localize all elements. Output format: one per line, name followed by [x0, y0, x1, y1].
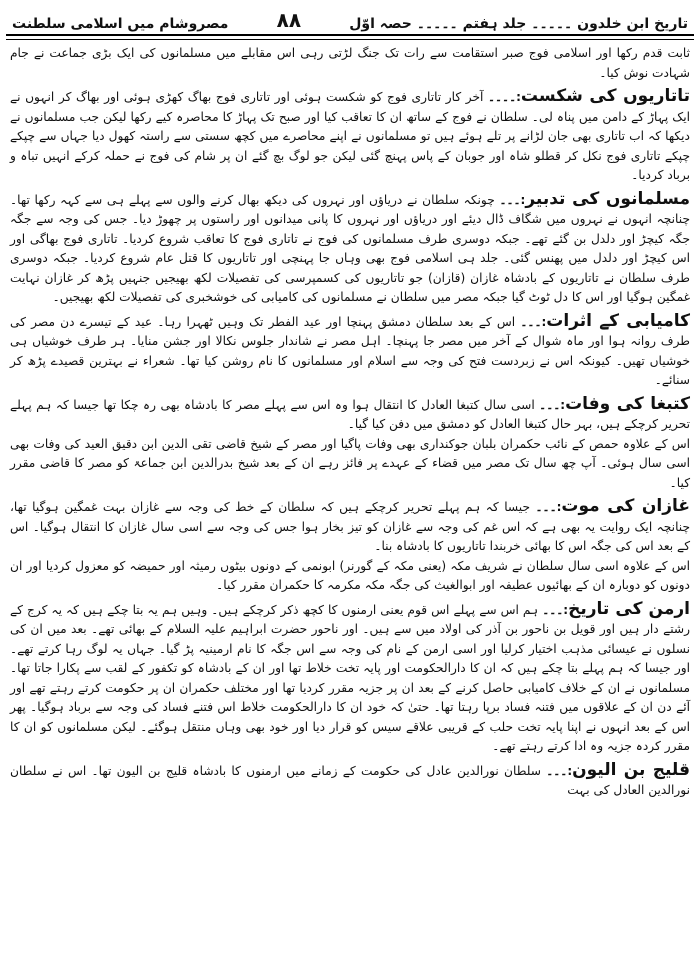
header-divider: [6, 34, 694, 36]
section-ghazan-death: [10, 497, 690, 596]
section-text: اسی سال کتبغا العادل کا انتقال ہوا وہ اس سے پہلے مصر کا بادشاہ بھی رہ چکا تھا جیسا کہ ہم پہلے تحریر کرچکے ہیں، بہر حال کتبغا العادل کو دمشق میں دفن کیا گیا۔: [10, 397, 690, 431]
paragraph: کتبغا کی وفات:۔۔۔ اسی سال کتبغا العادل کا انتقال ہوا وہ اس سے پہلے مصر کا بادشاہ بھی رہ چکا تھا جیسا کہ ہم پہلے تحریر کرچکے ہیں، بہر حال کتبغا العادل کو دمشق میں دفن کیا گیا۔: [10, 393, 691, 431]
paragraph: ثابت قدم رکھا اور اسلامی فوج صبر استقامت سے رات تک جنگ لڑتی رہی اس مقابلے میں مسلمانوں کی ایک بڑی جماعت نے جام شہادت نوش کیا۔: [10, 46, 690, 80]
paragraph: اس کے علاوہ حمص کے نائب حکمران بلبان جوکنداری بھی وفات پاگیا اور مصر کے شیخ قاضی تقی الدین ابن دقیق العید کی وفات بھی اسی سال ہوئی۔ آپ چھ سال تک مصر میں قضاء کے عہدے پر فائز رہے ان کے بعد شیخ بدرالدین ابن جماعۃ کو مصر کا قاضی مقرر کیا۔: [10, 436, 690, 490]
paragraph: کامیابی کے اثرات:۔۔۔ اس کے بعد سلطان دمشق پہنچا اور عید الفطر تک وہیں ٹھہرا رہا۔ عید کے تیسرے دن مصر کی طرف روانہ ہوا اور ماہ شوال کے آخر میں مصر جا پہنچا۔ اہل مصر نے شاندار جلوس نکالا اور جشن منایا۔ ہر طرف خوشیاں ہی خوشیاں تھیں۔ کیونکہ اس نے زبردست فتح کی وجہ سے اسلام اور مسلمانوں کا نام روشن کیا تھا۔ شعراء نے بہترین قصیدے پڑھ کر سنائے۔: [10, 310, 690, 387]
section-armenian-history: [10, 600, 690, 757]
section-text: سلطان نورالدین عادل کی حکومت کے زمانے میں ارمنوں کا بادشاہ قلیج بن الیون تھا۔ اس نے سلطان نورالدین العادل کی بہت: [10, 763, 690, 797]
section-heading: کتبغا کی وفات: [565, 393, 691, 414]
section-heading: ارمن کی تاریخ: [568, 598, 690, 619]
paragraph: قلیج بن الیون:۔۔۔ سلطان نورالدین عادل کی حکومت کے زمانے میں ارمنوں کا بادشاہ قلیج بن الیون تھا۔ اس نے سلطان نورالدین العادل کی بہت: [10, 759, 690, 797]
section-muslim-strategy: [10, 190, 690, 308]
section-heading: غازان کی موت: [561, 496, 691, 516]
page-header: [6, 6, 694, 32]
paragraph: مسلمانوں کی تدبیر:۔۔۔ چونکہ سلطان نے دریاؤں اور نہروں کی دیکھ بھال کرنے والوں سے پہلے ہی سے کہہ رکھا تھا۔ چنانچہ انہوں نے نہروں میں شگاف ڈال دیئے اور دریاؤں اور نہروں کا پانی میدانوں اور راستوں پر چھوڑ دیا۔ جس کی وجہ سے جگہ جگہ کیچڑ اور دلدل بن گئے تھے۔ جبکہ دوسری طرف مسلمانوں کی فوج نے تاتاری فوج کا تعاقب شروع کردیا۔ تاتاری فوج بھاگی اور اس کیچڑ اور دلدل میں پھنس گئی۔ جلد ہی اسلامی فوج بھی وہاں جا پہنچی اور تاتاریوں کا قتل عام شروع کردیا۔ جبکہ دوسری طرف سلطان نے تاتاریوں کے بادشاہ غازان (قازان) جو تاتاریوں کی کسمپرسی کی تفصیلات لکھ بھیجیں جنہیں پڑھ کر غازان نہایت غمگین ہوگیا اور اس کا دل ٹوٹ گیا جبکہ مصر میں سلطان نے مسلمانوں کی کامیابی کی خوشخبری کی تفصیلات لکھ بھیجیں۔: [10, 188, 691, 304]
intro-paragraph: [10, 44, 690, 83]
page-number: ۸۸: [276, 8, 302, 32]
section-heading: قلیج بن الیون: [572, 759, 690, 780]
book-info: تاریخ ابن خلدون ۔۔۔۔۔ جلد ہفتم ۔۔۔۔۔ حصہ اوّل: [349, 16, 688, 32]
header-divider-thin: [6, 39, 694, 40]
section-kitbugha-death: [10, 395, 690, 494]
section-text: ہم اس سے پہلے اس قوم یعنی ارمنوں کا کچھ ذکر کرچکے ہیں۔ وہیں ہم یہ بتا چکے ہیں کہ یہ کرج کے رشتے دار ہیں اور قویل بن ناحور بن آذر کی اولاد میں سے ہیں۔ اور ناحور حضرت ابراہیم علیہ السلام کے بھائی تھے۔ بعد میں ان کی نسلوں نے عیسائی مذہب اختیار کرلیا اور اسی ارمن کے نام کی وجہ سے اس جگہ کا نام ارمینیہ پڑ گیا۔ جہاں یہ لوگ رہا کرتے تھے۔ اور جیسا کہ ہم پہلے بتا چکے ہیں کہ ان کا دارالحکومت اور پایہ تخت خلاط تھا اور ان کے بادشاہ کو تکفور کے لقب سے پکارا جاتا تھا۔ مسلمانوں نے ان کے خلاف کامیابی حاصل کرنے کے بعد ان پر جزیہ مقرر کردیا تھا اور مختلف حکمران ان پر حکومت کرتے رہتے تھے اور آئے دن ان کے علاقوں میں فتنہ فساد برپا رہتا تھا۔ حتیٰ کہ خود ان کا دارالحکومت خلاط اس فتنے فساد کی وجہ سے برباد ہوگیا۔ پھر اس کے بعد انہوں نے اپنا پایہ تخت حلب کے قریبی علاقے سیس کو قرار دیا اور خود بھی وہاں منتقل ہوگئے۔ لیکن مسلمانوں کو ان کا مقرر کردہ جزیہ وہ ادا کرتے رہتے تھے۔: [10, 602, 690, 753]
content: [6, 44, 694, 801]
header-topic: مصروشام میں اسلامی سلطنت: [12, 16, 229, 32]
section-text: آخر کار تاتاری فوج کو شکست ہوئی اور تاتاری فوج بھاگ کھڑی ہوئی اور بھاگ کر انہوں نے ایک پہاڑ کے دامن میں پناہ لی۔ سلطان نے فوج کے ساتھ ان کا تعاقب کیا اور صبح تک پہاڑ کا محاصرہ کیے رکھا لیکن جب مسلمانوں نے دیکھا کہ اب تاتاری بھی جان لڑانے پر تلے ہوئے ہیں تو مسلمانوں نے اپنے محاصرے میں کچھ سستی سے راستہ کھول دیا جہاں سے چپکے چپکے تاتاری فوج نکل کر قطلو شاہ اور جوبان کے پاس پہنچ گئی لیکن جو لوگ بچ گئے ان پر شام کی فوج نے حملہ کرکے انہیں تباہ و برباد کردیا۔: [10, 90, 690, 182]
paragraph: ارمن کی تاریخ:۔۔۔ ہم اس سے پہلے اس قوم یعنی ارمنوں کا کچھ ذکر کرچکے ہیں۔ وہیں ہم یہ بتا چکے ہیں کہ یہ کرج کے رشتے دار ہیں اور قویل بن ناحور بن آذر کی اولاد میں سے ہیں۔ اور ناحور حضرت ابراہیم علیہ السلام کے بھائی تھے۔ بعد میں ان کی نسلوں نے عیسائی مذہب اختیار کرلیا اور اسی ارمن کے نام کی وجہ سے اس جگہ کا نام ارمینیہ پڑ گیا۔ جہاں یہ لوگ رہا کرتے تھے۔ اور جیسا کہ ہم پہلے بتا چکے ہیں کہ ان کا دارالحکومت اور پایہ تخت خلاط تھا اور ان کے بادشاہ کو تکفور کے لقب سے پکارا جاتا تھا۔ مسلمانوں نے ان کے خلاف کامیابی حاصل کرنے کے بعد ان پر جزیہ مقرر کردیا تھا اور مختلف حکمران ان پر حکومت کرتے رہتے تھے اور آئے دن ان کے علاقوں میں فتنہ فساد برپا رہتا تھا۔ حتیٰ کہ خود ان کا دارالحکومت خلاط اس فتنے فساد کی وجہ سے برباد ہوگیا۔ پھر اس کے بعد انہوں نے اپنا پایہ تخت حلب کے قریبی علاقے سیس کو قرار دیا اور خود بھی وہاں منتقل ہوگئے۔ لیکن مسلمانوں کو ان کا مقرر کردہ جزیہ وہ ادا کرتے رہتے تھے۔: [10, 598, 690, 753]
section-heading: مسلمانوں کی تدبیر: [525, 188, 691, 209]
section-text: جیسا کہ ہم پہلے تحریر کرچکے ہیں کہ سلطان کے خط کی وجہ سے غازان بہت غمگین ہوگیا تھا، چنانچہ ایک روایت یہ بھی ہے کہ اس غم کی وجہ سے غازان کو تیز بخار ہوا جس کی وجہ سے اسی سال غازان کا انتقال ہوگیا۔ اس کے بعد اس کی جگہ اس کا بھائی خربندا تاتاریوں کا بادشاہ بنا۔: [10, 500, 690, 553]
section-tatar-defeat: [10, 87, 690, 186]
section-qilij-ibn-leon: [10, 761, 690, 801]
section-victory-effects: [10, 312, 690, 391]
paragraph: غازان کی موت:۔۔۔ جیسا کہ ہم پہلے تحریر کرچکے ہیں کہ سلطان کے خط کی وجہ سے غازان بہت غمگین ہوگیا تھا، چنانچہ ایک روایت یہ بھی ہے کہ اس غم کی وجہ سے غازان کو تیز بخار ہوا جس کی وجہ سے اسی سال غازان کا انتقال ہوگیا۔ اس کے بعد اس کی جگہ اس کا بھائی خربندا تاتاریوں کا بادشاہ بنا۔: [10, 496, 691, 553]
paragraph: اس کے علاوہ اسی سال سلطان نے شریف مکہ (یعنی مکہ کے گورنر) ابونمی کے دونوں بیٹوں رمیثہ اور حمیضہ کو معزول کردیا اور ان دونوں کو دوبارہ ان کے بھائیوں عطیفہ اور ابوالغیث کی جگہ مکہ مکرمہ کا حکمران مقرر کیا۔: [10, 558, 690, 592]
section-text: اس کے بعد سلطان دمشق پہنچا اور عید الفطر تک وہیں ٹھہرا رہا۔ عید کے تیسرے دن مصر کی طرف روانہ ہوا اور ماہ شوال کے آخر میں مصر جا پہنچا۔ اہل مصر نے شاندار جلوس نکالا اور جشن منایا۔ ہر طرف خوشیاں ہی خوشیاں تھیں۔ کیونکہ اس نے زبردست فتح کی وجہ سے اسلام اور مسلمانوں کا نام روشن کیا تھا۔ شعراء نے بہترین قصیدے پڑھ کر سنائے۔: [10, 314, 690, 387]
section-text: چونکہ سلطان نے دریاؤں اور نہروں کی دیکھ بھال کرنے والوں سے پہلے ہی سے کہہ رکھا تھا۔ چنانچہ انہوں نے نہروں میں شگاف ڈال دیئے اور دریاؤں اور نہروں کا پانی میدانوں اور راستوں پر چھوڑ دیا۔ جس کی وجہ سے جگہ جگہ کیچڑ اور دلدل بن گئے تھے۔ جبکہ دوسری طرف مسلمانوں کی فوج نے تاتاری فوج کا تعاقب شروع کردیا۔ تاتاری فوج بھاگی اور اس کیچڑ اور دلدل میں پھنس گئی۔ جلد ہی اسلامی فوج بھی وہاں جا پہنچی اور تاتاریوں کا قتل عام شروع کردیا۔ جبکہ دوسری طرف سلطان نے تاتاریوں کے بادشاہ غازان (قازان) جو تاتاریوں کی کسمپرسی کی تفصیلات لکھ بھیجیں جنہیں پڑھ کر غازان نہایت غمگین ہوگیا اور اس کا دل ٹوٹ گیا جبکہ مصر میں سلطان نے مسلمانوں کی کامیابی کی خوشخبری کی تفصیلات لکھ بھیجیں۔: [10, 192, 690, 304]
paragraph: تاتاریوں کی شکست:۔۔۔۔ آخر کار تاتاری فوج کو شکست ہوئی اور تاتاری فوج بھاگ کھڑی ہوئی اور بھاگ کر انہوں نے ایک پہاڑ کے دامن میں پناہ لی۔ سلطان نے فوج کے ساتھ ان کا تعاقب کیا اور صبح تک پہاڑ کا محاصرہ کیے رکھا لیکن جب مسلمانوں نے دیکھا کہ اب تاتاری بھی جان لڑانے پر تلے ہوئے ہیں تو مسلمانوں نے اپنے محاصرے میں کچھ سستی سے راستہ کھول دیا جہاں سے چپکے چپکے تاتاری فوج نکل کر قطلو شاہ اور جوبان کے پاس پہنچ گئی لیکن جو لوگ بچ گئے ان پر شام کی فوج نے حملہ کرکے انہیں تباہ و برباد کردیا۔: [10, 86, 690, 182]
section-heading: تاتاریوں کی شکست: [520, 86, 690, 106]
section-heading: کامیابی کے اثرات: [546, 310, 690, 331]
